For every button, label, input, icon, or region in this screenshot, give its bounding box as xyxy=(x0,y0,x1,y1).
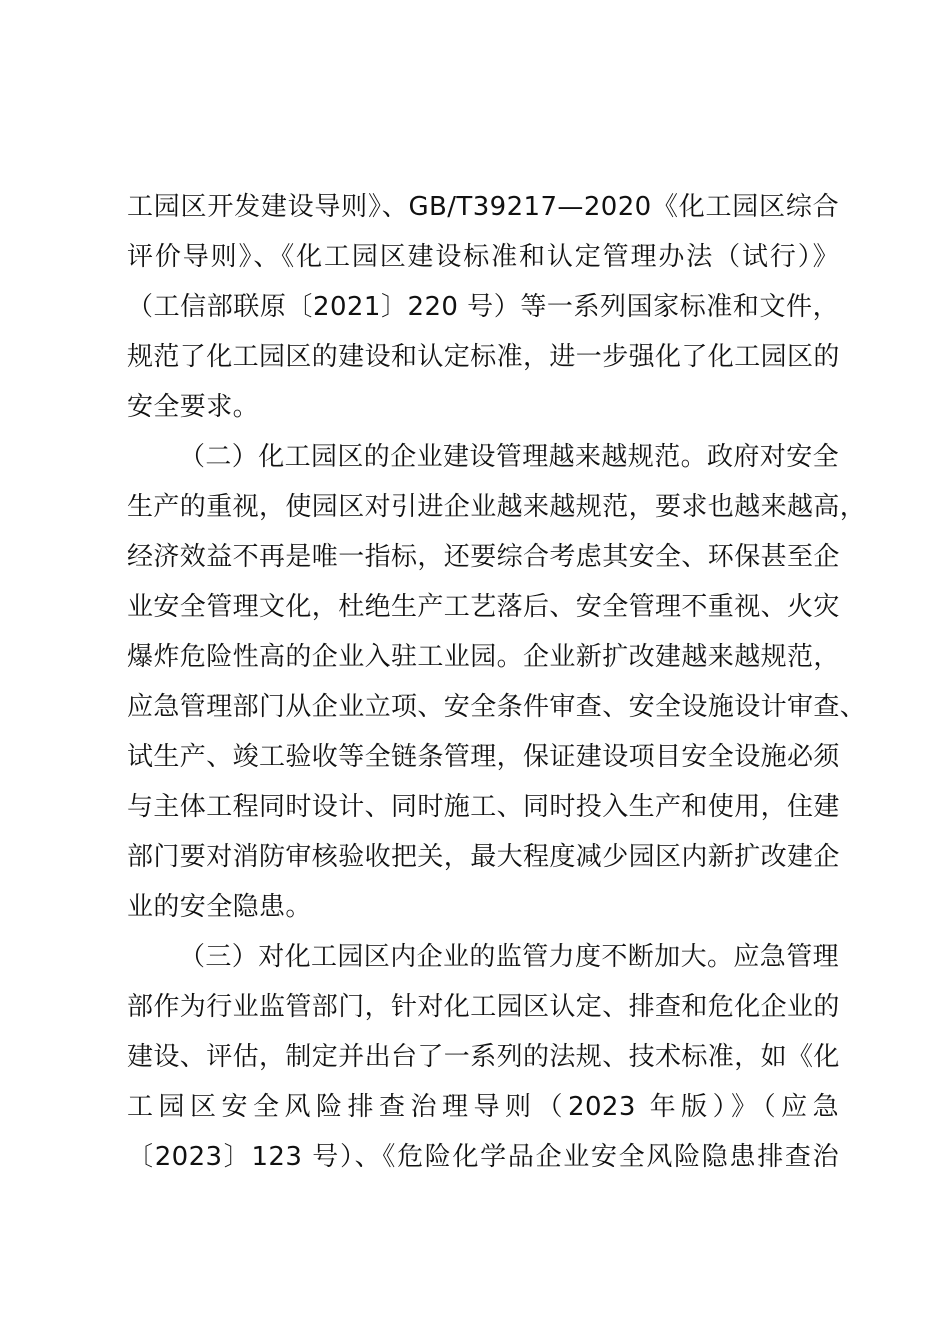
paragraph-heading-line: （二）化工园区的企业建设管理越来越规范。政府对安全 xyxy=(179,442,840,472)
text-line: 部作为行业监管部门，针对化工园区认定、排查和危化企业的 xyxy=(127,992,840,1022)
text-line: 业的安全隐患。 xyxy=(127,892,312,922)
text-line: 安全要求。 xyxy=(127,392,260,422)
text-line: 试生产、竣工验收等全链条管理，保证建设项目安全设施必须 xyxy=(127,742,840,772)
text-line: 评价导则》、《化工园区建设标准和认定管理办法（试行）》 xyxy=(127,242,839,272)
text-line: 部门要对消防审核验收把关，最大程度减少园区内新扩改建企 xyxy=(127,842,840,872)
text-line: 〔2023〕123 号）、《危险化学品企业安全风险隐患排查治 xyxy=(127,1142,839,1172)
text-line: 工园区开发建设导则》、GB/T39217—2020《化工园区综合 xyxy=(127,192,839,222)
text-line: 应急管理部门从企业立项、安全条件审查、安全设施设计审查、 xyxy=(127,692,867,722)
text-line: 建设、评估，制定并出台了一系列的法规、技术标准，如《化 xyxy=(127,1042,840,1072)
text-line: 规范了化工园区的建设和认定标准，进一步强化了化工园区的 xyxy=(127,342,840,372)
text-line: 工园区安全风险排查治理导则（2023 年版）》（应急 xyxy=(127,1092,839,1122)
text-line: 业安全管理文化，杜绝生产工艺落后、安全管理不重视、火灾 xyxy=(127,592,840,622)
text-line: 经济效益不再是唯一指标，还要综合考虑其安全、环保甚至企 xyxy=(127,542,840,572)
text-line: 生产的重视，使园区对引进企业越来越规范，要求也越来越高， xyxy=(127,492,867,522)
text-line: （工信部联原〔2021〕220 号）等一系列国家标准和文件， xyxy=(127,292,839,322)
text-line: 与主体工程同时设计、同时施工、同时投入生产和使用，住建 xyxy=(127,792,840,822)
paragraph-heading-line: （三）对化工园区内企业的监管力度不断加大。应急管理 xyxy=(179,942,840,972)
text-line: 爆炸危险性高的企业入驻工业园。企业新扩改建越来越规范， xyxy=(127,642,840,672)
body-text xyxy=(127,182,867,1182)
